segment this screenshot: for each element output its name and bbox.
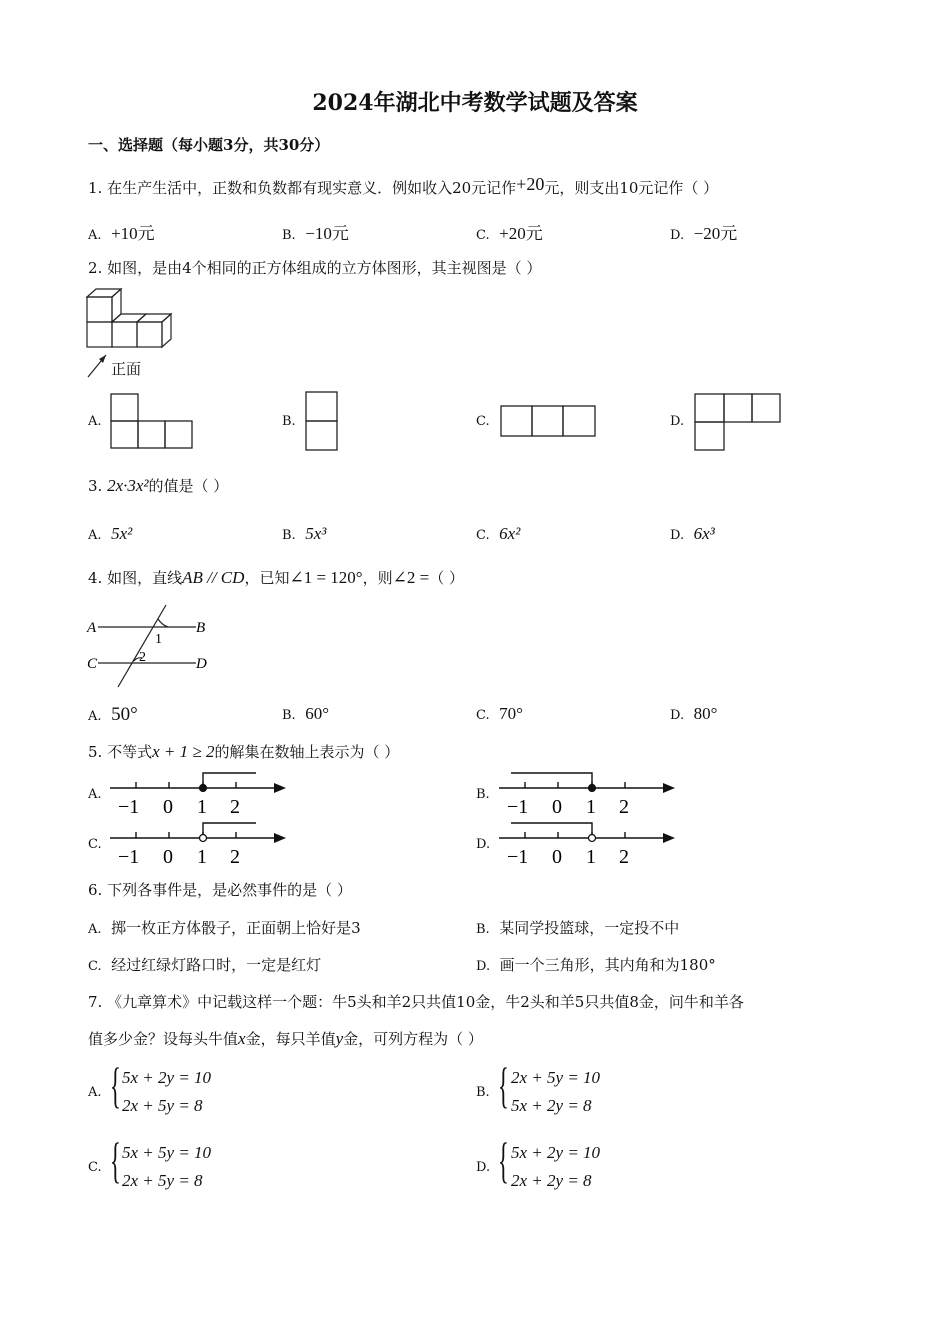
question-2-option-a-label[interactable]: A. xyxy=(88,414,102,429)
question-6-option-d[interactable]: D. 画一个三角形，其内角和为180° xyxy=(476,956,716,974)
question-7-option-a-eq2[interactable]: 2x + 5y = 8 xyxy=(122,1096,203,1115)
tick-label: 1 xyxy=(197,796,207,818)
question-1-option-b[interactable]: B. −10元 xyxy=(282,224,349,243)
question-7-option-c-eq2[interactable]: 2x + 5y = 8 xyxy=(122,1171,203,1190)
label-d: D xyxy=(196,656,207,672)
tick-label: 0 xyxy=(163,846,173,868)
tick-label: 2 xyxy=(230,846,240,868)
question-6-option-a[interactable]: A. 掷一枚正方体骰子，正面朝上恰好是3 xyxy=(88,919,361,937)
tick-label: 2 xyxy=(619,846,629,868)
tick-label: 0 xyxy=(552,796,562,818)
tick-label: −1 xyxy=(507,796,529,818)
label-b: B xyxy=(196,620,206,636)
question-5-option-b-label[interactable]: B. xyxy=(476,787,490,802)
question-1-option-a[interactable]: A. +10元 xyxy=(88,224,155,243)
question-4-stem: 4. 如图，直线AB // CD，已知∠1 = 120°，则∠2 =（ ） xyxy=(88,568,464,587)
question-6-option-c[interactable]: C. 经过红绿灯路口时，一定是红灯 xyxy=(88,956,322,974)
question-3-option-c[interactable]: C. 6x² xyxy=(476,524,521,543)
tick-label: 2 xyxy=(230,796,240,818)
question-7-option-b-eq1[interactable]: 2x + 5y = 10 xyxy=(511,1068,601,1087)
angle-1-label: 1 xyxy=(155,632,162,647)
tick-label: 1 xyxy=(197,846,207,868)
tick-label: −1 xyxy=(507,846,529,868)
tick-label: −1 xyxy=(118,796,140,818)
section-heading: 一、选择题（每小题3分，共30分） xyxy=(88,136,330,154)
page-title: 2024年湖北中考数学试题及答案 xyxy=(312,90,638,116)
question-5-option-c-numberline[interactable] xyxy=(108,818,293,870)
question-2-option-d-label[interactable]: D. xyxy=(670,414,685,429)
brace-icon: { xyxy=(110,1057,121,1113)
question-3-stem: 3. 2x·3x²的值是（ ） xyxy=(88,476,229,495)
brace-icon: { xyxy=(498,1132,509,1188)
question-6-option-b[interactable]: B. 某同学投篮球，一定投不中 xyxy=(476,919,680,937)
question-4-option-d[interactable]: D. 80° xyxy=(670,704,718,723)
question-1-option-c[interactable]: C. +20元 xyxy=(476,224,543,243)
brace-icon: { xyxy=(498,1057,509,1113)
question-4-option-a[interactable]: A. 50° xyxy=(88,704,138,725)
front-view-label: 正面 xyxy=(111,360,142,378)
question-3-option-b[interactable]: B. 5x³ xyxy=(282,524,327,543)
question-7-option-a-label[interactable]: A. xyxy=(88,1085,102,1100)
question-5-option-a-label[interactable]: A. xyxy=(88,787,102,802)
tick-label: −1 xyxy=(118,846,140,868)
question-3-option-a[interactable]: A. 5x² xyxy=(88,524,133,543)
question-7-stem-line2: 值多少金？设每头牛值x金，每只羊值y金，可列方程为（ ） xyxy=(88,1029,483,1048)
tick-label: 2 xyxy=(619,796,629,818)
tick-label: 0 xyxy=(552,846,562,868)
label-a: A xyxy=(87,620,97,636)
question-7-option-c-label[interactable]: C. xyxy=(88,1160,102,1175)
question-3-option-d[interactable]: D. 6x³ xyxy=(670,524,715,543)
question-7-option-a-eq1[interactable]: 5x + 2y = 10 xyxy=(122,1068,212,1087)
question-2-option-b-label[interactable]: B. xyxy=(282,414,296,429)
question-5-option-a-numberline[interactable] xyxy=(108,768,293,820)
question-7-option-d-eq2[interactable]: 2x + 2y = 8 xyxy=(511,1171,592,1190)
label-c: C xyxy=(87,656,98,672)
question-7-option-b-eq2[interactable]: 5x + 2y = 8 xyxy=(511,1096,592,1115)
question-2-option-d-figure[interactable] xyxy=(694,393,782,451)
angle-2-label: 2 xyxy=(139,650,146,665)
question-7-option-d-label[interactable]: D. xyxy=(476,1160,491,1175)
question-7-option-c-eq1[interactable]: 5x + 5y = 10 xyxy=(122,1143,212,1162)
tick-label: 1 xyxy=(586,846,596,868)
brace-icon: { xyxy=(110,1132,121,1188)
question-2-option-c-figure[interactable] xyxy=(500,405,597,438)
question-4-option-b[interactable]: B. 60° xyxy=(282,704,330,723)
parallel-lines-figure xyxy=(84,603,214,691)
question-5-stem: 5. 不等式x + 1 ≥ 2的解集在数轴上表示为（ ） xyxy=(88,742,400,761)
question-5-option-d-numberline[interactable] xyxy=(497,818,682,870)
tick-label: 0 xyxy=(163,796,173,818)
tick-label: 1 xyxy=(586,796,596,818)
question-1-option-d[interactable]: D. −20元 xyxy=(670,224,738,243)
question-7-option-b-label[interactable]: B. xyxy=(476,1085,490,1100)
question-5-option-c-label[interactable]: C. xyxy=(88,837,102,852)
question-6-stem: 6. 下列各事件是，是必然事件的是（ ） xyxy=(88,881,352,899)
question-7-option-d-eq1[interactable]: 5x + 2y = 10 xyxy=(511,1143,601,1162)
question-2-option-c-label[interactable]: C. xyxy=(476,414,490,429)
question-2-option-a-figure[interactable] xyxy=(110,393,194,449)
question-7-stem-line1: 7. 《九章算术》中记载这样一个题：牛5头和羊2只共值10金，牛2头和羊5只共值8金，问牛和羊各 xyxy=(88,993,744,1011)
question-5-option-b-numberline[interactable] xyxy=(497,768,682,820)
question-2-option-b-figure[interactable] xyxy=(305,391,339,452)
question-4-option-c[interactable]: C. 70° xyxy=(476,704,523,723)
question-2-stem: 2. 如图，是由4个相同的正方体组成的立方体图形，其主视图是（ ） xyxy=(88,259,542,277)
question-5-option-d-label[interactable]: D. xyxy=(476,837,491,852)
question-1-stem: 1. 在生产生活中，正数和负数都有现实意义．例如收入20元记作+20元，则支出10元记作（ ） xyxy=(88,174,719,197)
